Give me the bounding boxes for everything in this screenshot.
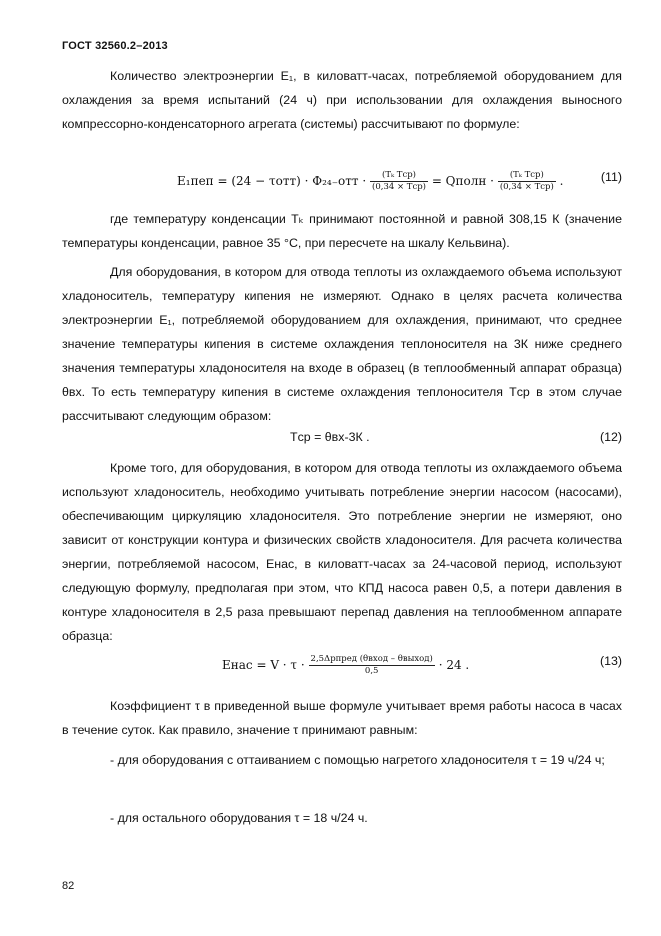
- fraction-denominator: 0,5: [364, 666, 379, 676]
- paragraph-5: [62, 694, 622, 742]
- paragraph-text: Для оборудования, в котором для отвода теплоты из охлаждаемого объема используют хладоноситель, температуру кипения не измеряют. Однако в целях расчета количества электроэнергии Е₁, потребляемой оборудованием для охлаждения, принимают, что среднее значение температуры кипения в системе охлаждения теплоносителя на 3К ниже среднего значения температуры хладоносителя на входе в образец (в теплообменный аппарат образца) θвх. То есть температуру кипения в системе охлаждения теплоносителя Tср в этом случае рассчитывают следующим образом:: [62, 265, 622, 423]
- formula-13-body: [222, 654, 469, 677]
- formula-13: [62, 654, 622, 684]
- paragraph-6: [62, 748, 622, 772]
- fraction-denominator: (0,34 × Tср): [372, 182, 426, 192]
- paragraph-text: Коэффициент τ в приведенной выше формуле учитывает время работы насоса в часах в течение суток. Как правило, значение τ принимают равным:: [62, 699, 622, 737]
- formula-11: [62, 170, 622, 200]
- paragraph-text: Количество электроэнергии Е₁, в киловатт-часах, потребляемой оборудованием для охлаждения за время испытаний (24 ч) при использовании для охлаждения выносного компрессорно-конденсаторного агрегата (системы) рассчитывают по формуле:: [62, 69, 622, 131]
- formula-11-fraction-1: [370, 170, 428, 193]
- formula-11-middle: = Qполн ·: [431, 174, 494, 188]
- formula-11-end: .: [559, 174, 564, 188]
- paragraph-7: [62, 806, 622, 830]
- paragraph-text: где температуру конденсации Tₖ принимают постоянной и равной 308,15 К (значение температуры конденсации, равное 35 °С, при пересчете на шкалу Кельвина).: [62, 212, 622, 250]
- formula-11-fraction-2: [498, 170, 556, 193]
- fraction-denominator: (0,34 × Tср): [499, 182, 554, 192]
- formula-11-number: (11): [600, 170, 622, 184]
- paragraph-text: - для оборудования с оттаиванием с помощью нагретого хладоносителя τ = 19 ч/24 ч;: [110, 753, 605, 767]
- formula-12-number: (12): [599, 430, 622, 444]
- page-number: 82: [62, 880, 75, 892]
- formula-13-number: (13): [599, 654, 622, 668]
- formula-13-left: Eнас = V · τ ·: [222, 658, 305, 672]
- paragraph-text: - для остального оборудования τ = 18 ч/24 ч.: [110, 811, 368, 825]
- formula-12-body: Tср = θвх-3К .: [290, 430, 370, 444]
- standard-header: ГОСТ 32560.2–2013: [62, 40, 168, 52]
- fraction-numerator: 2,5Δpпред (θвход – θвыход): [310, 654, 433, 664]
- paragraph-2: [62, 207, 622, 255]
- formula-13-end: · 24 .: [438, 658, 470, 672]
- formula-11-left: E₁пеп = (24 − τотт) · Φ₂₄₋отт ·: [177, 174, 367, 188]
- paragraph-4: [62, 456, 622, 648]
- paragraph-3: [62, 260, 622, 428]
- formula-13-fraction: [309, 654, 435, 677]
- fraction-numerator: (Tₖ Tср): [370, 170, 428, 182]
- fraction-numerator: (Tₖ Tср): [498, 170, 556, 182]
- formula-11-body: [177, 170, 563, 193]
- paragraph-1: [62, 64, 622, 136]
- paragraph-text: Кроме того, для оборудования, в котором для отвода теплоты из охлаждаемого объема используют хладоноситель, необходимо учитывать потребление энергии насосом (насосами), обеспечивающим циркуляцию хладоносителя. Это потребление энергии не измеряют, оно зависит от конструкции контура и физических свойств хладоносителя. Для расчета количества энергии, потребляемой насосом, Eнас, в киловатт-часах за 24-часовой период, используют следующую формулу, предполагая при этом, что КПД насоса равен 0,5, а потери давления в контуре хладоносителя в 2,5 раза превышают перепад давления на теплообменном аппарате образца:: [62, 461, 622, 643]
